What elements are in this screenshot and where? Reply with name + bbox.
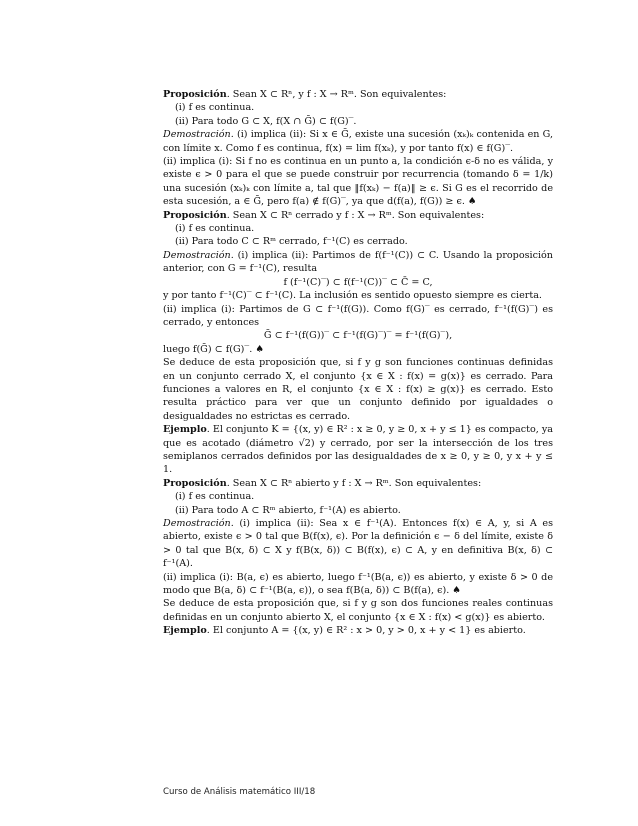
block-text: (i) f es continua.: [175, 223, 255, 235]
block-text: luego f(Ḡ) ⊂ f(G)‾. ♠: [163, 343, 264, 355]
block-text: (ii) Para todo A ⊂ Rᵐ abierto, f⁻¹(A) es abierto.: [175, 504, 401, 516]
page-content: [163, 88, 553, 638]
block-text: . (i) implica (ii): Si x ∈ Ḡ, existe una sucesión (xₖ)ₖ contenida en G, con límite x. Como f es continua, f(x) = lim f(xₖ), y por tanto f(x) ∈ f(G)‾.: [163, 129, 553, 154]
proposition-statement: [163, 88, 553, 101]
proposition-statement: [163, 477, 553, 490]
block-text: . (i) implica (ii): Sea x ∈ f⁻¹(A). Entonces f(x) ∈ A, y, si A es abierto, existe ϵ > 0 tal que B(f(x), ϵ). Por la definición ϵ − δ del límite, existe δ > 0 tal que B(x, δ) ⊂ X y f(B(x, δ)) ⊂ B(f(x), ϵ) ⊂ A, y en definitiva B(x, δ) ⊂ f⁻¹(A).: [163, 518, 553, 570]
paragraph: [163, 571, 553, 598]
block-title: Proposición: [163, 209, 227, 221]
example-statement: [163, 624, 553, 637]
display-equation: [163, 276, 553, 289]
paragraph: [163, 597, 553, 624]
block-title: Ejemplo: [163, 424, 207, 436]
block-text: Ḡ ⊂ f⁻¹(f(G))‾ ⊂ f⁻¹(f(G)‾)‾ = f⁻¹(f(G)‾),: [263, 330, 453, 342]
block-text: (ii) implica (i): Partimos de G ⊂ f⁻¹(f(G)). Como f(G)‾ es cerrado, f⁻¹(f(G)‾) es cerrado, y entonces: [163, 303, 553, 328]
block-text: Se deduce de esta proposición que, si f y g son funciones continuas definidas en un conjunto cerrado X, el conjunto {x ∈ X : f(x) = g(x)} es cerrado. Para funciones a valores en R, el conjunto {x ∈ X : f(x) ≥ g(x)} es cerrado. Esto resulta práctico para ver que un conjunto definido por igualdades o desigualdades no estrictas es cerrado.: [163, 357, 553, 422]
block-title: Proposición: [163, 89, 227, 100]
paragraph: [163, 289, 553, 302]
block-text: (ii) implica (i): Si f no es continua en un punto a, la condición ϵ-δ no es válida, y existe ϵ > 0 para el que se puede construir por recurrencia (tomando δ = 1/k) una sucesión (xₖ)ₖ con límite a, tal que ‖f(xₖ) − f(a)‖ ≥ ϵ. Si G es el recorrido de esta sucesión, a ∈ Ḡ, pero f(a) ∉ f(G)‾, ya que d(f(a), f(G)) ≥ ϵ. ♠: [163, 156, 553, 208]
block-text: y por tanto f⁻¹(C)‾ ⊂ f⁻¹(C). La inclusión es sentido opuesto siempre es cierta.: [163, 290, 542, 302]
proof-paragraph: [163, 517, 553, 571]
paragraph: [163, 356, 553, 423]
list-item: [163, 101, 553, 114]
paragraph: [163, 155, 553, 209]
block-text: . Sean X ⊂ Rⁿ, y f : X → Rᵐ. Son equivalentes:: [226, 89, 447, 100]
proof-label: Demostración: [163, 518, 231, 529]
block-text: (ii) Para todo G ⊂ X, f(X ∩ Ḡ) ⊂ f(G)‾.: [175, 115, 357, 127]
page-footer: Curso de Análisis matemático III/18: [163, 787, 316, 797]
block-text: . (i) implica (ii): Partimos de f(f⁻¹(C)) ⊂ C. Usando la proposición anterior, con G = f⁻¹(C), resulta: [163, 249, 553, 275]
list-item: [163, 115, 553, 128]
block-text: (ii) Para todo C ⊂ Rᵐ cerrado, f⁻¹(C) es cerrado.: [175, 236, 408, 248]
block-text: . El conjunto K = {(x, y) ∈ R² : x ≥ 0, y ≥ 0, x + y ≤ 1} es compacto, ya que es acotado (diámetro √2) y cerrado, por ser la intersección de los tres semiplanos cerrados definidos por las desigualdades de x ≥ 0, y ≥ 0, y x + y ≤ 1.: [163, 424, 553, 476]
block-text: Se deduce de esta proposición que, si f y g son dos funciones reales continuas definidas en un conjunto abierto X, el conjunto {x ∈ X : f(x) < g(x)} es abierto.: [163, 598, 553, 623]
list-item: [163, 235, 553, 248]
block-text: (i) f es continua.: [175, 491, 255, 503]
proof-label: Demostración: [163, 249, 231, 261]
list-item: [163, 504, 553, 517]
block-text: . El conjunto A = {(x, y) ∈ R² : x > 0, y > 0, x + y < 1} es abierto.: [206, 625, 526, 637]
display-equation: [163, 329, 553, 342]
block-text: (i) f es continua.: [175, 102, 255, 114]
block-text: (ii) implica (i): B(a, ϵ) es abierto, luego f⁻¹(B(a, ϵ)) es abierto, y existe δ > 0 de modo que B(a, δ) ⊂ f⁻¹(B(a, ϵ)), o sea f(B(a, δ)) ⊂ B(f(a), ϵ). ♠: [163, 571, 553, 597]
list-item: [163, 490, 553, 503]
example-statement: [163, 423, 553, 477]
block-text: . Sean X ⊂ Rⁿ cerrado y f : X → Rᵐ. Son equivalentes:: [226, 209, 485, 221]
block-text: f (f⁻¹(C)‾) ⊂ f(f⁻¹(C))‾ ⊂ C̄ = C,: [283, 276, 433, 288]
proof-paragraph: [163, 128, 553, 155]
list-item: [163, 222, 553, 235]
paragraph: [163, 303, 553, 330]
proof-paragraph: [163, 249, 553, 276]
proof-label: Demostración: [163, 129, 231, 141]
block-text: . Sean X ⊂ Rⁿ abierto y f : X → Rᵐ. Son equivalentes:: [226, 477, 482, 489]
block-title: Ejemplo: [163, 625, 207, 637]
block-title: Proposición: [163, 477, 227, 489]
proposition-statement: [163, 209, 553, 222]
paragraph: [163, 343, 553, 356]
